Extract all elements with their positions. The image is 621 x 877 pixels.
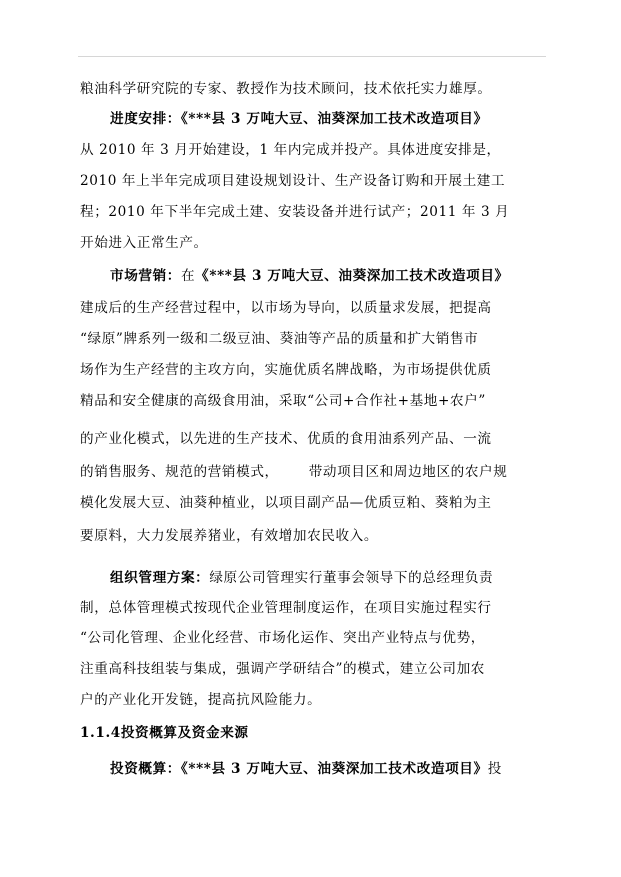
- schedule-line-text: 2010 年上半年完成项目建设规划设计、生产设备订购和开展土建工: [80, 173, 506, 189]
- marketing-line: [80, 526, 378, 546]
- marketing-line: [80, 391, 486, 411]
- marketing-line-text: 建成后的生产经营过程中，以市场为导向，以质量求发展，把提高: [80, 300, 492, 316]
- marketing-line-text: 要原料，大力发展养猪业，有效增加农民收入。: [80, 528, 379, 544]
- schedule-line: [80, 202, 509, 222]
- marketing-line-text: “绿原”牌系列一级和二级豆油、葵油等产品的质量和扩大销售市: [80, 331, 479, 347]
- marketing-line: [80, 462, 507, 482]
- marketing-line: [80, 329, 478, 349]
- schedule-line-text: 开始进入正常生产。: [80, 235, 208, 251]
- marketing-line-text: 精品和安全健康的高级食用油，采取“公司+合作社+基地+农户”: [80, 393, 486, 409]
- schedule-line: [80, 140, 501, 160]
- header-rule: [78, 56, 546, 57]
- section-heading-text: 1.1.4投资概算及资金来源: [80, 725, 249, 741]
- schedule-label: 进度安排：: [110, 111, 181, 127]
- marketing-line-text: 的销售服务、规范的营销模式，: [80, 464, 279, 480]
- marketing-line-text: 带动项目区和周边地区的农户规: [308, 464, 508, 480]
- organization-line: [80, 598, 492, 618]
- organization-line-text: 户的产业化开发链，提高抗风险能力。: [80, 692, 322, 708]
- marketing-line: [80, 298, 492, 318]
- investment-heading-line: [110, 759, 502, 779]
- marketing-line-text: 场作为生产经营的主攻方向，实施优质名牌战略，为市场提供优质: [80, 362, 492, 378]
- schedule-line: [80, 233, 208, 253]
- schedule-project-name: 《***县 3 万吨大豆、油葵深加工技术改造项目》: [180, 111, 488, 127]
- intro-tail-text: 粮油科学研究院的专家、教授作为技术顾问，技术依托实力雄厚。: [80, 81, 492, 97]
- organization-first-text: 绿原公司管理实行董事会领导下的总经理负责: [209, 570, 494, 586]
- marketing-line: [80, 429, 492, 449]
- marketing-line-text: 的产业化模式，以先进的生产技术、优质的食用油系列产品、一流: [80, 431, 492, 447]
- schedule-line: [80, 171, 505, 191]
- organization-label: 组织管理方案：: [110, 570, 210, 586]
- organization-line: [80, 690, 321, 710]
- marketing-lead: 在: [180, 268, 196, 284]
- marketing-heading-line: [110, 266, 509, 286]
- marketing-line-text: 模化发展大豆、油葵种植业，以项目副产品—优质豆粕、葵粕为主: [80, 495, 492, 511]
- marketing-line: [80, 493, 492, 513]
- section-heading: [80, 723, 249, 743]
- investment-tail: 投: [487, 761, 502, 777]
- marketing-label: 市场营销：: [110, 268, 181, 284]
- schedule-heading-line: [110, 109, 488, 129]
- organization-heading-line: [110, 568, 493, 588]
- organization-line: [80, 628, 485, 648]
- organization-line: [80, 659, 485, 679]
- organization-line-text: 制，总体管理模式按现代企业管理制度运作，在项目实施过程实行: [80, 600, 492, 616]
- investment-project-name: 《***县 3 万吨大豆、油葵深加工技术改造项目》: [180, 761, 488, 777]
- schedule-line-text: 程；2010 年下半年完成土建、安装设备并进行试产；2011 年 3 月: [80, 204, 510, 220]
- schedule-line-text: 从 2010 年 3 月开始建设，1 年内完成并投产。具体进度安排是，: [80, 142, 501, 158]
- investment-label: 投资概算：: [110, 761, 181, 777]
- organization-line-text: 注重高科技组装与集成，强调产学研结合”的模式，建立公司加农: [80, 661, 485, 677]
- intro-tail-line: [80, 79, 492, 99]
- marketing-line: [80, 360, 492, 380]
- organization-line-text: “公司化管理、企业化经营、市场化运作、突出产业特点与优势，: [80, 630, 485, 646]
- marketing-project-name: 《***县 3 万吨大豆、油葵深加工技术改造项目》: [195, 268, 509, 284]
